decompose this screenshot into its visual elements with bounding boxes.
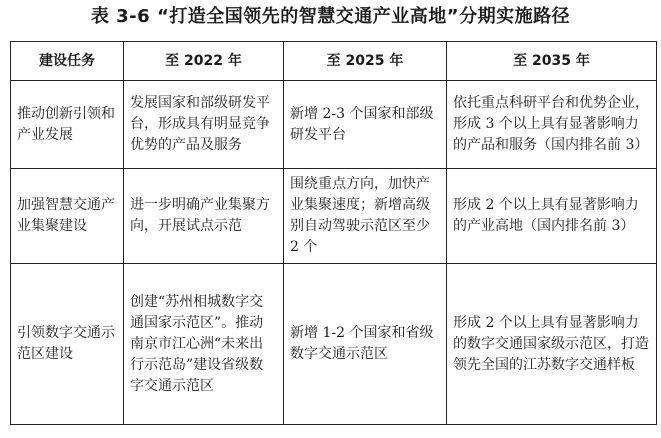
table-header-row — [11, 42, 657, 81]
target-2035-cell: 依托重点科研平台和优势企业，形成 3 个以上具有显著影响力的产品和服务（国内排名前 3） — [447, 81, 657, 169]
header-2022: 至 2022 年 — [124, 42, 284, 81]
task-cell: 加强智慧交通产业集聚建设 — [11, 169, 124, 264]
target-2022-cell: 进一步明确产业集聚方向，开展试点示范 — [124, 169, 284, 264]
target-2022-cell: 发展国家和部级研发平台，形成具有明显竞争优势的产品及服务 — [124, 81, 284, 169]
target-2022-cell: 创建“苏州相城数字交通国家示范区”。推动南京市江心洲“未来出行示范岛”建设省级数字交通示范区 — [124, 264, 284, 425]
table-row — [11, 169, 657, 264]
target-2035-cell: 形成 2 个以上具有显著影响力的数字交通国家级示范区，打造领先全国的江苏数字交通样板 — [447, 264, 657, 425]
target-2035-cell: 形成 2 个以上具有显著影响力的产业高地（国内排名前 3） — [447, 169, 657, 264]
table-row — [11, 81, 657, 169]
header-2035: 至 2035 年 — [447, 42, 657, 81]
table-caption: 表 3-6 “打造全国领先的智慧交通产业高地”分期实施路径 — [90, 6, 571, 27]
target-2025-cell: 新增 2-3 个国家和部级研发平台 — [284, 81, 447, 169]
implementation-roadmap-table — [10, 41, 657, 425]
header-2025: 至 2025 年 — [284, 42, 447, 81]
table-row — [11, 264, 657, 425]
task-cell: 推动创新引领和产业发展 — [11, 81, 124, 169]
target-2025-cell: 新增 1-2 个国家和省级数字交通示范区 — [284, 264, 447, 425]
task-cell: 引领数字交通示范区建设 — [11, 264, 124, 425]
header-task: 建设任务 — [11, 42, 124, 81]
target-2025-cell: 围绕重点方向，加快产业集聚速度；新增高级别自动驾驶示范区至少 2 个 — [284, 169, 447, 264]
